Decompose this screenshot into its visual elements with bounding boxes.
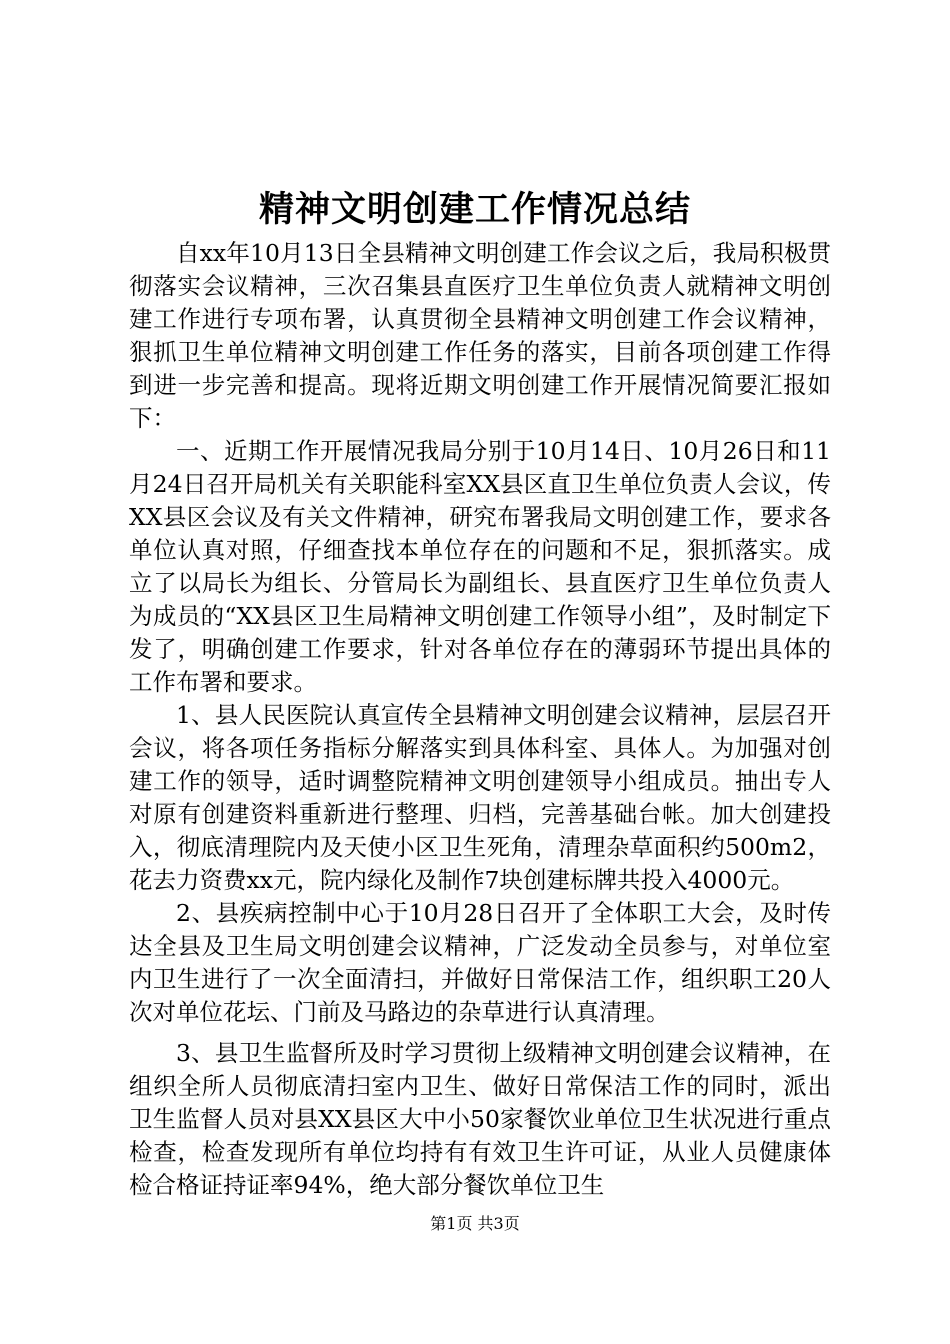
paragraph-item-3: 3、县卫生监督所及时学习贯彻上级精神文明创建会议精神，在组织全所人员彻底清扫室内卫生、做好日常保洁工作的同时，派出卫生监督人员对县XX县区大中小50家餐饮业单位卫生状况进行重点检查，检查发现所有单位均持有有效卫生许可证，从业人员健康体检合格证持证率94%，绝大部分餐饮单位卫生 [129,1039,831,1199]
document-body [129,237,831,1202]
paragraph-item-1: 1、县人民医院认真宣传全县精神文明创建会议精神，层层召开会议，将各项任务指标分解落实到具体科室、具体人。为加强对创建工作的领导，适时调整院精神文明创建领导小组成员。抽出专人对原有创建资料重新进行整理、归档，完善基础台帐。加大创建投入，彻底清理院内及天使小区卫生死角，清理杂草面积约500m2，花去力资费xx元，院内绿化及制作7块创建标牌共投入4000元。 [129,701,831,894]
paragraph-item-2: 2、县疾病控制中心于10月28日召开了全体职工大会，及时传达全县及卫生局文明创建会议精神，广泛发动全员参与，对单位室内卫生进行了一次全面清扫，并做好日常保洁工作，组织职工20人次对单位花坛、门前及马路边的杂草进行认真清理。 [129,899,831,1026]
document-title: 精神文明创建工作情况总结 [258,189,691,230]
paragraph-section-one: 一、近期工作开展情况我局分别于10月14日、10月26日和11月24日召开局机关有关职能科室XX县区直卫生单位负责人会议，传XX县区会议及有关文件精神，研究布署我局文明创建工作，要求各单位认真对照，仔细查找本单位存在的问题和不足，狠抓落实。成立了以局长为组长、分管局长为副组长、县直医疗卫生单位负责人为成员的“XX县区卫生局精神文明创建工作领导小组”，及时制定下发了，明确创建工作要求，针对各单位存在的薄弱环节提出具体的工作布署和要求。 [129,437,831,696]
page-footer: 第1页 共3页 [430,1214,520,1233]
paragraph-intro: 自xx年10月13日全县精神文明创建工作会议之后，我局积极贯彻落实会议精神，三次召集县直医疗卫生单位负责人就精神文明创建工作进行专项布署，认真贯彻全县精神文明创建工作会议精神，狠抓卫生单位精神文明创建工作任务的落实，目前各项创建工作得到进一步完善和提高。现将近期文明创建工作开展情况简要汇报如下： [129,239,831,432]
